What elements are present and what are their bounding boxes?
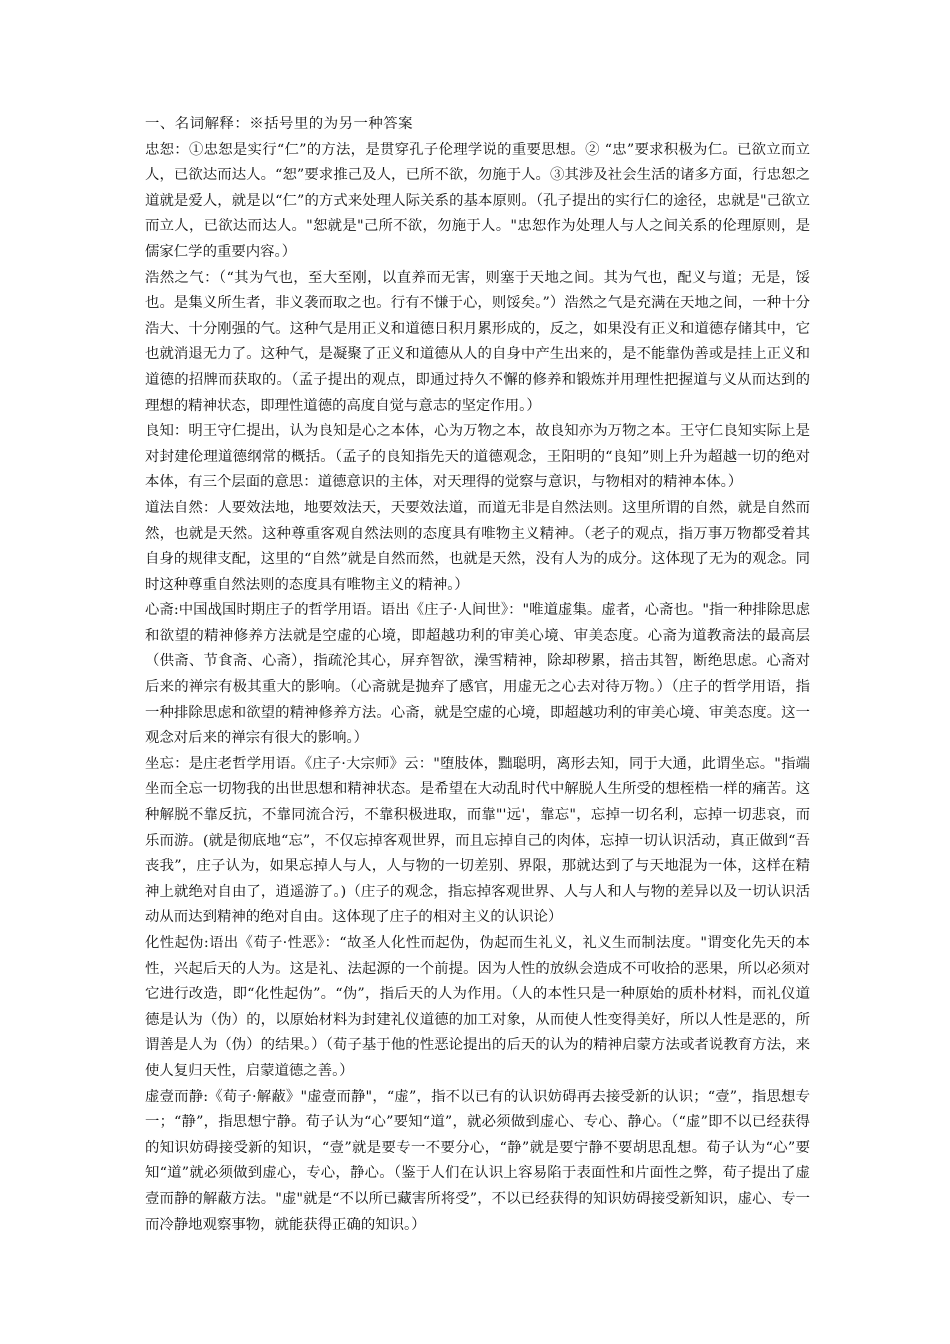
entry-xinzhai: 心斋:中国战国时期庄子的哲学用语。语出《庄子·人间世》："唯道虚集。虚者，心斋也。"指一种排除思虑和欲望的精神修养方法就是空虚的心境，即超越功利的审美心境、审美态度。心斋为道教斋法的最高层（供斋、节食斋、心斋），指疏沦其心，屏弃智欲，澡雪精神，除却秽累，掊击其智，断绝思虑。心斋对后来的禅宗有极其重大的影响。（心斋就是抛弃了感官，用虚无之心去对待万物。）（庄子的哲学用语，指一种排除思虑和欲望的精神修养方法。心斋，就是空虚的心境，即超越功利的审美心境、审美态度。这一观念对后来的禅宗有很大的影响。）	[145, 602, 810, 747]
entry-zuowang: 坐忘：是庄老哲学用语。《庄子·大宗师》云："堕肢体，黜聪明，离形去知，同于大通，此谓坐忘。"指端坐而全忘一切物我的出世思想和精神状态。是希望在大动乱时代中解脱人生所受的想桎梏一样的痛苦。这种解脱不靠反抗，不靠同流合污，不靠积极进取，而靠"'远'，靠忘"，忘掉一切名利，忘掉一切悲哀，而乐而游。(就是彻底地“忘”，不仅忘掉客观世界，而且忘掉自己的肉体，忘掉一切认识活动，真正做到“吾丧我”，庄子认为，如果忘掉人与人，人与物的一切差别、界限，那就达到了与天地混为一体，这样在精神上就绝对自由了，逍遥游了。)（庄子的观念，指忘掉客观世界、人与人和人与物的差异以及一切认识活动从而达到精神的绝对自由。这体现了庄子的相对主义的认识论）	[145, 755, 810, 926]
entry-daofa-ziran: 道法自然：人要效法地，地要效法天，天要效法道，而道无非是自然法则。这里所谓的自然，就是自然而然，也就是天然。这种尊重客观自然法则的态度具有唯物主义精神。（老子的观点，指万事万物都受着其自身的规律支配，这里的“自然”就是自然而然，也就是天然，没有人为的成分。这体现了无为的观念。同时这种尊重自然法则的态度具有唯物主义的精神。）	[145, 499, 810, 593]
entry-haoran-zhi-qi: 浩然之气：（“其为气也，至大至刚，以直养而无害，则塞于天地之间。其为气也，配义与道；无是，馁也。是集义所生者，非义袭而取之也。行有不慊于心，则馁矣。”）浩然之气是充满在天地之间，一种十分浩大、十分刚强的气。这种气是用正义和道德日积月累形成的，反之，如果没有正义和道德存储其中，它也就消退无力了。这种气，是凝聚了正义和道德从人的自身中产生出来的，是不能靠伪善或是挂上正义和道德的招牌而获取的。（孟子提出的观点，即通过持久不懈的修养和锻炼并用理性把握道与义从而达到的理想的精神状态，即理性道德的高度自觉与意志的坚定作用。）	[145, 269, 810, 414]
entry-liangzhi: 良知：明王守仁提出，认为良知是心之本体，心为万物之本，故良知亦为万物之本。王守仁良知实际上是对封建伦理道德纲常的概括。（孟子的良知指先天的道德观念，王阳明的“良知”则上升为超越一切的绝对本体，有三个层面的意思：道德意识的主体，对天理得的觉察与意识，与物相对的精神本体。）	[145, 423, 810, 491]
document-page	[145, 112, 810, 1238]
entry-zhongshu: 忠恕：①忠恕是实行“仁”的方法，是贯穿孔子伦理学说的重要思想。② “忠”要求积极为仁。已欲立而立人，已欲达而达人。“恕”要求推己及人，已所不欲，勿施于人。③其涉及社会生活的诸多方面，行忠恕之道就是爱人，就是以“仁”的方式来处理人际关系的基本原则。（孔子提出的实行仁的途径，忠就是"己欲立而立人，已欲达而达人。"恕就是"己所不欲，勿施于人。"忠恕作为处理人与人之间关系的伦理原则，是儒家仁学的重要内容。）	[145, 141, 810, 260]
entry-huaxing-qiwei: 化性起伪:语出《荀子·性恶》：“故圣人化性而起伪，伪起而生礼义，礼义生而制法度。"谓变化先天的本性，兴起后天的人为。这是礼、法起源的一个前提。因为人性的放纵会造成不可收拾的恶果，所以必须对它进行改造，即“化性起伪”。“伪”，指后天的人为作用。（人的本性只是一种原始的质朴材料，而礼仪道德是认为（伪）的，以原始材料为封建礼仪道德的加工对象，从而使人性变得美好，所以人性是恶的，所谓善是人为（伪）的结果。）（荀子基于他的性恶论提出的后天的认为的精神启蒙方法或者说教育方法，来使人复归天性，启蒙道德之善。）	[145, 935, 810, 1079]
section-heading: 一、名词解释：※括号里的为另一种答案	[145, 116, 414, 132]
entry-xuyi-erjing: 虚壹而静:《荀子·解蔽》"虚壹而静"，“虚”，指不以已有的认识妨碍再去接受新的认识；“壹”，指思想专一；“静”，指思想宁静。荀子认为“心”要知“道”，就必须做到虚心、专心、静心。（“虚”即不以已经获得的知识妨碍接受新的知识，“壹”就是要专一不要分心，“静”就是要宁静不要胡思乱想。荀子认为“心”要知“道”就必须做到虚心，专心，静心。（鉴于人们在认识上容易陷于表面性和片面性之弊，荀子提出了虚壹而静的解蔽方法。"虚"就是“不以所已藏害所将受”，不以已经获得的知识妨碍接受新知识，虚心、专一而冷静地观察事物，就能获得正确的知识。）	[145, 1088, 810, 1233]
